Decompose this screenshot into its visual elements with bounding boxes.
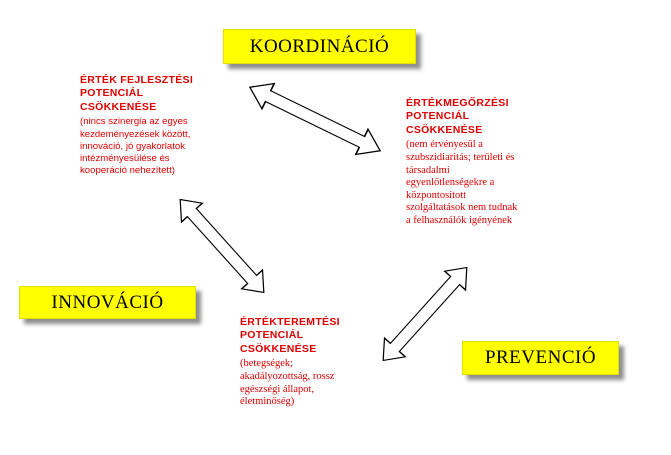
desc-line: életminőség) (240, 396, 295, 408)
ertekmegorzesi-description (406, 139, 556, 227)
ertekteremtesi-block (240, 316, 390, 409)
ertekfejlesztesi-block (80, 74, 270, 178)
desc-line: szolgáltatások nem tudnak (406, 202, 518, 214)
title-line: ÉRTÉKMEGŐRZÉSI (406, 97, 509, 109)
desc-line: egyenlőtlenségekre a (406, 177, 495, 189)
desc-line: szubszidiaritás; területi és (406, 151, 515, 163)
desc-line: akadályozottság, rossz (240, 370, 335, 382)
desc-line: kezdeményezések között, (80, 128, 191, 140)
title-line: CSÖKKENÉSE (406, 123, 483, 136)
prevencio-label: PREVENCIÓ (462, 341, 619, 375)
title-line: POTENCIÁL (240, 329, 304, 342)
desc-line: intézményesülése és (80, 153, 170, 165)
desc-line: innováció, jó gyakorlatok (80, 140, 186, 152)
desc-line: központosított (406, 189, 467, 201)
ertekteremtesi-title (240, 316, 390, 356)
desc-line: társadalmi (406, 164, 450, 176)
desc-line: kooperáció nehezített) (80, 165, 175, 177)
title-line: CSÖKKENÉSE (240, 342, 317, 355)
desc-line: (nem érvényesül a (406, 139, 483, 151)
desc-line: a felhasználók igényének (406, 214, 513, 226)
ertekfejlesztesi-title (80, 74, 270, 114)
ertekfejlesztesi-description (80, 116, 270, 177)
desc-line: egészségi állapot, (240, 383, 315, 395)
desc-line: (betegségek; (240, 358, 294, 370)
title-line: POTENCIÁL (406, 110, 470, 123)
ertekmegorzesi-block (406, 97, 556, 227)
ertekteremtesi-description (240, 358, 390, 408)
title-line: CSÖKKENÉSE (80, 100, 157, 113)
title-line: ÉRTÉKTEREMTÉSI (240, 316, 340, 328)
title-line: ÉRTÉK FEJLESZTÉSI (80, 74, 194, 86)
innovacio-label: INNOVÁCIÓ (19, 286, 196, 319)
ertekmegorzesi-title (406, 97, 556, 137)
desc-line: (nincs szinergia az egyes (80, 116, 188, 128)
title-line: POTENCIÁL (80, 87, 144, 100)
koordinacio-label: KOORDINÁCIÓ (223, 29, 416, 64)
